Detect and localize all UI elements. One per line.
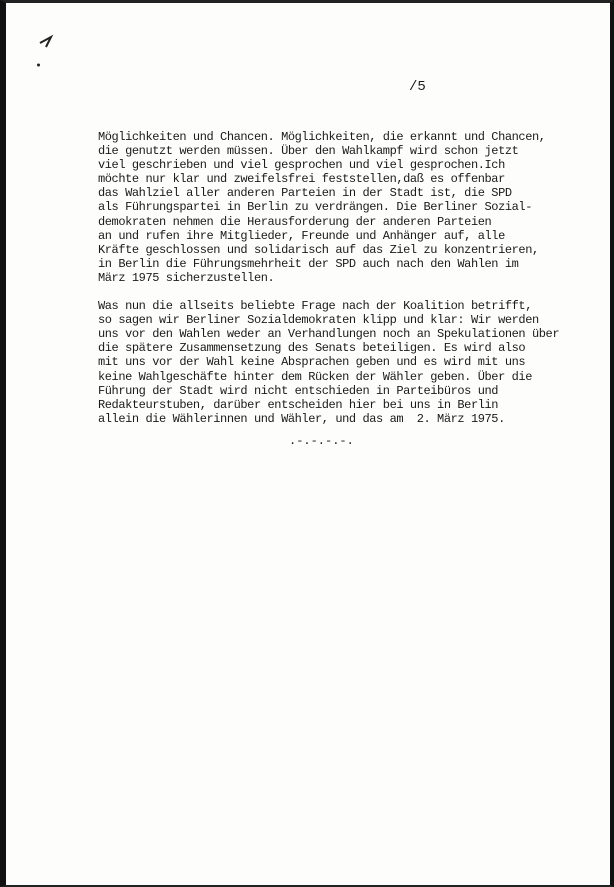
text-line: Kräfte geschlossen und solidarisch auf das Ziel zu konzentrieren, [98,242,539,257]
text-line: Was nun die allseits beliebte Frage nach der Koalition betrifft, [98,299,532,314]
letter-body [98,130,568,440]
page-number: /5 [409,79,426,95]
text-line: mit uns vor der Wahl keine Absprachen geben und es wird mit uns [98,355,526,370]
text-line: viel geschrieben und viel gesprochen und viel gesprochen.Ich [98,158,505,173]
paragraph-1 [98,130,568,285]
text-line: das Wahlziel aller anderen Parteien in der Stadt ist, die SPD [98,186,512,201]
text-line: so sagen wir Berliner Sozialdemokraten klipp und klar: Wir werden [98,313,539,328]
paragraph-2 [98,299,568,426]
text-line: als Führungspartei in Berlin zu verdrängen. Die Berliner Sozial- [98,200,532,215]
text-line: demokraten nehmen die Herausforderung der anderen Parteien [98,214,492,229]
text-line: in Berlin die Führungsmehrheit der SPD auch nach den Wahlen im [98,256,519,271]
end-of-text-mark: .-.-.-.-. [289,434,354,448]
text-line: möchte nur klar und zweifelsfrei feststellen,daß es offenbar [98,172,505,187]
pen-mark-icon [36,33,58,69]
text-line: keine Wahlgeschäfte hinter dem Rücken der Wähler geben. Über die [98,369,532,384]
text-line: an und rufen ihre Mitglieder, Freunde und Anhänger auf, alle [98,228,505,243]
text-line: Redakteurstuben, darüber entscheiden hier bei uns in Berlin [98,397,499,412]
text-line: die spätere Zusammensetzung des Senats beteiligen. Es wird also [98,341,526,356]
text-line: uns vor den Wahlen weder an Verhandlungen noch an Spekulationen über [98,327,560,342]
text-line: allein die Wählerinnen und Wähler, und das am 2. März 1975. [98,411,505,426]
text-line: Möglichkeiten und Chancen. Möglichkeiten, die erkannt und Chancen, [98,130,546,144]
text-line: die genutzt werden müssen. Über den Wahlkampf wird schon jetzt [98,144,519,159]
text-line: Führung der Stadt wird nicht entschieden in Parteibüros und [98,383,499,398]
text-line: März 1975 sicherzustellen. [98,270,275,285]
